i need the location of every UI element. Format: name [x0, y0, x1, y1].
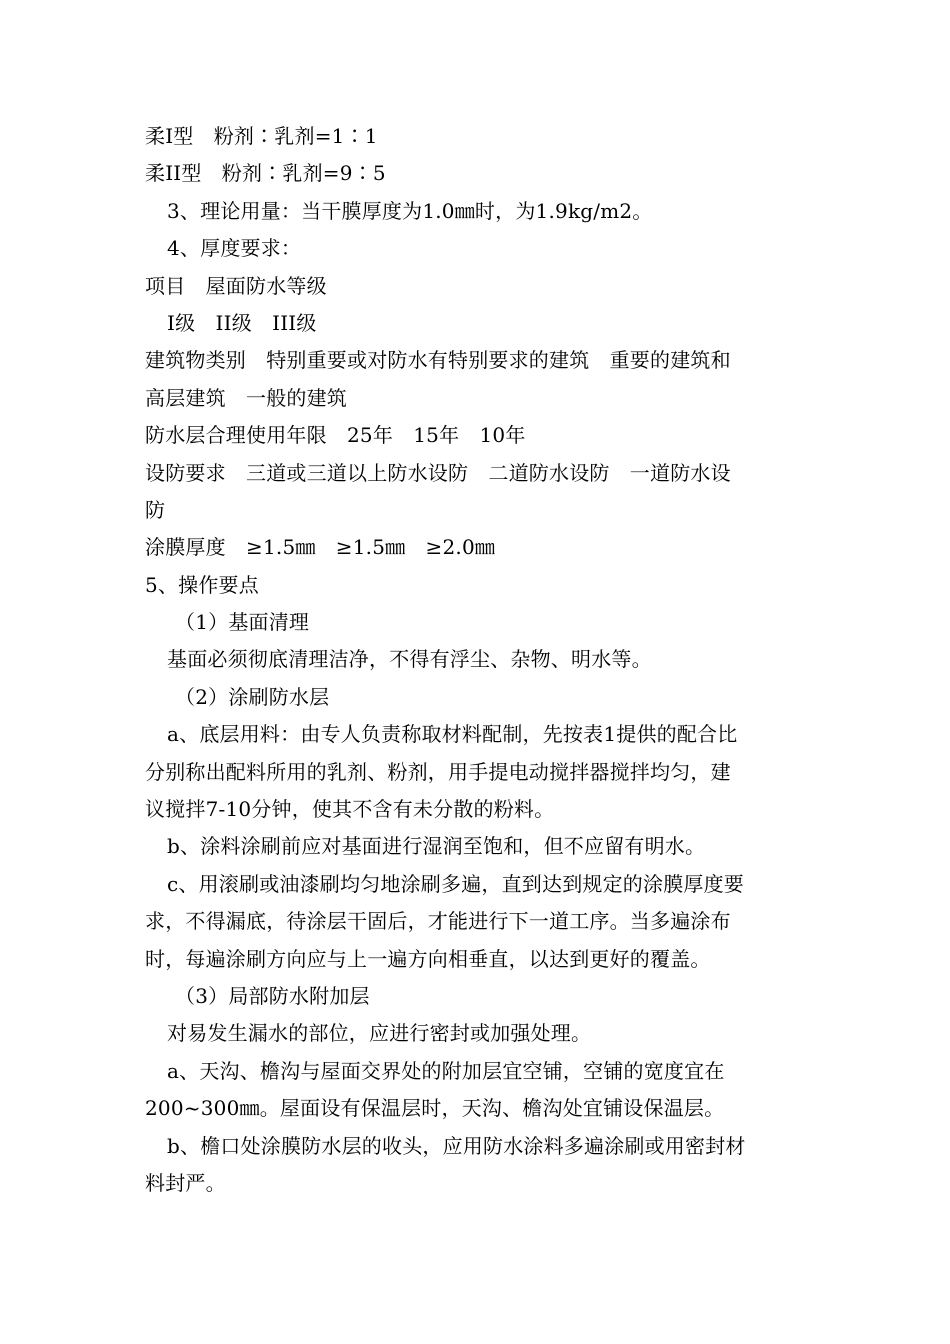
text-line: （2）涂刷防水层	[175, 684, 330, 709]
text-line: 项目 屋面防水等级	[145, 273, 327, 298]
text-line: 3、理论用量：当干膜厚度为1.0㎜时，为1.9kg/m2。	[167, 198, 653, 223]
text-line: 议搅拌7-10分钟，使其不含有未分散的粉料。	[145, 797, 555, 822]
text-line: （1）基面清理	[175, 610, 310, 635]
text-line: c、用滚刷或油漆刷均匀地涂刷多遍，直到达到规定的涂膜厚度要	[167, 871, 745, 896]
text-line: 设防要求 三道或三道以上防水设防 二道防水设防 一道防水设	[145, 460, 731, 485]
text-line: 高层建筑 一般的建筑	[145, 385, 347, 410]
text-line: 5、操作要点	[145, 572, 259, 597]
text-line: b、檐口处涂膜防水层的收头，应用防水涂料多遍涂刷或用密封材	[167, 1133, 746, 1158]
text-line: 柔Ⅰ型 粉剂∶乳剂=1∶1	[145, 124, 378, 148]
text-line: 建筑物类别 特别重要或对防水有特别要求的建筑 重要的建筑和	[145, 348, 731, 373]
text-line: a、天沟、檐沟与屋面交界处的附加层宜空铺，空铺的宽度宜在	[167, 1058, 725, 1083]
text-line: b、涂料涂刷前应对基面进行湿润至饱和，但不应留有明水。	[167, 834, 706, 859]
text-line: 柔ⅠI型 粉剂∶乳剂=9∶5	[145, 161, 386, 186]
text-line: 防	[145, 497, 166, 522]
text-line: Ⅰ级 ⅠI级 ⅠII级	[167, 310, 317, 335]
text-line: 防水层合理使用年限 25年 15年 10年	[145, 423, 526, 448]
text-line: （3）局部防水附加层	[175, 983, 370, 1008]
text-line: a、底层用料：由专人负责称取材料配制，先按表1提供的配合比	[167, 722, 738, 747]
text-line: 分别称出配料所用的乳剂、粉剂，用手提电动搅拌器搅拌均匀，建	[145, 759, 731, 784]
text-line: 料封严。	[145, 1170, 226, 1195]
text-line: 200~300㎜。屋面设有保温层时，天沟、檐沟处宜铺设保温层。	[145, 1096, 725, 1121]
text-line: 基面必须彻底清理洁净，不得有浮尘、杂物、明水等。	[167, 647, 652, 672]
text-line: 涂膜厚度 ≥1.5㎜ ≥1.5㎜ ≥2.0㎜	[145, 535, 496, 560]
document-body	[145, 118, 810, 1202]
text-line: 4、厚度要求：	[167, 236, 302, 261]
text-line: 时，每遍涂刷方向应与上一遍方向相垂直，以达到更好的覆盖。	[145, 946, 711, 971]
text-line: 求，不得漏底，待涂层干固后，才能进行下一道工序。当多遍涂布	[145, 909, 731, 934]
text-line: 对易发生漏水的部位，应进行密封或加强处理。	[167, 1021, 592, 1046]
